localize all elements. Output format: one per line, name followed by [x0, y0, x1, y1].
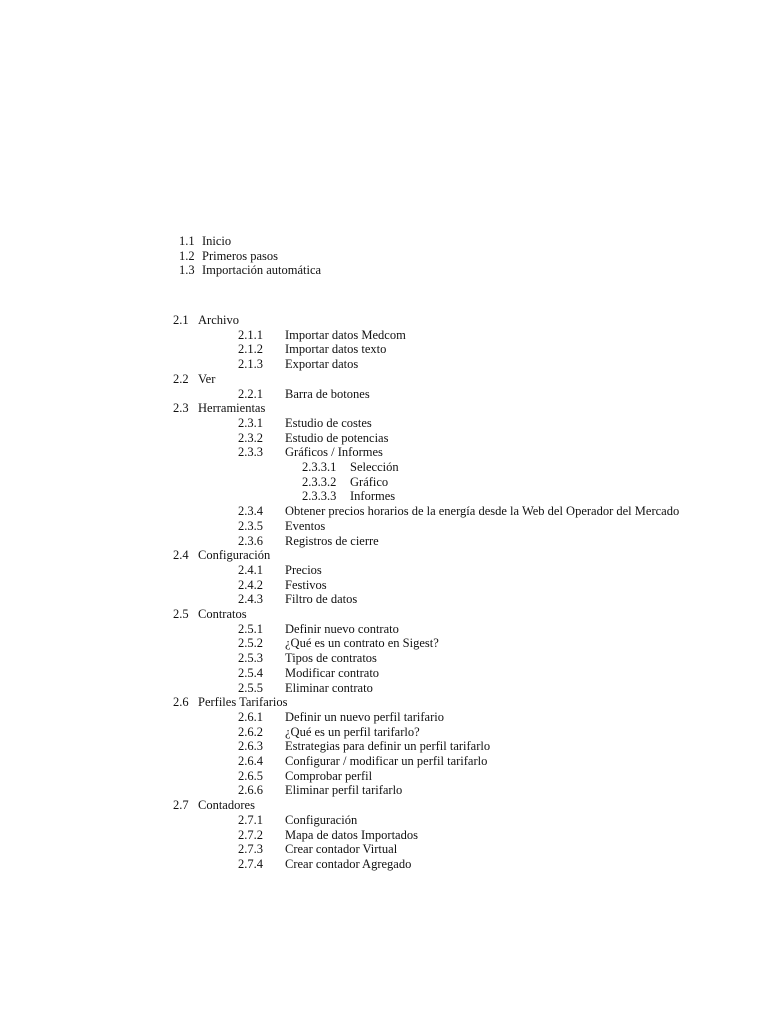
toc-subsection-number: 2.3.3	[238, 445, 263, 460]
toc-intro-entry	[0, 249, 768, 264]
toc-subsection-number: 2.6.3	[238, 739, 263, 754]
toc-subsection-entry	[0, 783, 768, 798]
toc-subsection-entry	[0, 754, 768, 769]
toc-subsection-entry	[0, 342, 768, 357]
toc-subsection-number: 2.1.3	[238, 357, 263, 372]
toc-subsection-entry	[0, 534, 768, 549]
toc-intro-number: 1.3	[179, 263, 195, 278]
toc-subsection-number: 2.7.3	[238, 842, 263, 857]
toc-subsection-number: 2.5.1	[238, 621, 263, 636]
toc-subsubsection-title: Gráfico	[350, 474, 389, 489]
toc-intro-title: Importación automática	[202, 263, 322, 278]
toc-section-title: Perfiles Tarifarios	[198, 695, 288, 710]
toc-subsubsection-title: Selección	[350, 460, 399, 474]
toc-subsection-entry	[0, 445, 768, 460]
toc-subsection-number: 2.3.6	[238, 533, 263, 548]
toc-section-title: Configuración	[198, 548, 271, 563]
toc-section-title: Ver	[198, 371, 216, 386]
toc-subsection-title: Festivos	[285, 577, 327, 592]
toc-subsubsection-number: 2.3.3.3	[302, 489, 337, 504]
toc-subsection-title: Eventos	[285, 518, 326, 533]
toc-subsection-title: Configuración	[285, 812, 358, 827]
toc-intro-title: Inicio	[202, 234, 232, 248]
toc-subsection-entry	[0, 828, 768, 843]
toc-subsection-number: 2.5.3	[238, 651, 263, 666]
toc-subsection-entry	[0, 357, 768, 372]
toc-section-entry	[0, 798, 768, 813]
toc-subsection-number: 2.3.4	[238, 504, 263, 519]
toc-subsection-entry	[0, 725, 768, 740]
toc-subsection-number: 2.7.4	[238, 856, 263, 871]
toc-section-entry	[0, 372, 768, 387]
toc-subsection-title: Mapa de datos Importados	[285, 827, 418, 842]
toc-subsection-number: 2.4.2	[238, 577, 263, 592]
toc-subsubsection-title: Informes	[350, 489, 396, 504]
toc-subsection-number: 2.5.4	[238, 665, 263, 680]
toc-subsection-title: Importar datos texto	[285, 342, 387, 357]
toc-intro-entry	[0, 234, 768, 249]
toc-section-number: 2.3	[173, 401, 189, 416]
toc-intro-title: Primeros pasos	[202, 248, 279, 263]
toc-subsection-title: ¿Qué es un perfil tarifarlo?	[285, 724, 420, 739]
toc-subsection-number: 2.7.1	[238, 812, 263, 827]
toc-section-entry	[0, 401, 768, 416]
toc-subsection-number: 2.1.2	[238, 342, 263, 357]
toc-section-entry	[0, 695, 768, 710]
toc-subsection-title: Precios	[285, 562, 322, 577]
toc-subsection-entry	[0, 739, 768, 754]
toc-subsection-number: 2.3.2	[238, 430, 263, 445]
toc-section-number: 2.5	[173, 607, 189, 621]
toc-subsubsection-number: 2.3.3.2	[302, 474, 337, 489]
toc-section-title: Herramientas	[198, 401, 266, 416]
toc-subsection-entry	[0, 622, 768, 637]
toc-subsection-title: Estudio de costes	[285, 415, 372, 430]
toc-subsection-entry	[0, 519, 768, 534]
toc-subsection-number: 2.3.1	[238, 415, 263, 430]
toc-subsection-number: 2.7.2	[238, 827, 263, 842]
toc-subsection-title: Barra de botones	[285, 386, 370, 401]
toc-subsection-title: Modificar contrato	[285, 665, 380, 680]
toc-subsection-title: Comprobar perfil	[285, 768, 373, 783]
toc-subsection-number: 2.4.3	[238, 592, 263, 607]
toc-subsection-entry	[0, 857, 768, 872]
toc-intro-number: 1.2	[179, 248, 195, 263]
toc-subsection-entry	[0, 563, 768, 578]
toc-section-entry	[0, 313, 768, 328]
toc-subsection-title: Definir nuevo contrato	[285, 621, 399, 636]
toc-subsection-entry	[0, 416, 768, 431]
toc-subsubsection-entry	[0, 475, 768, 490]
toc-subsection-title: Crear contador Virtual	[285, 842, 398, 857]
toc-subsection-number: 2.2.1	[238, 386, 263, 401]
toc-subsection-entry	[0, 710, 768, 725]
toc-section-title: Contadores	[198, 798, 255, 813]
toc-subsection-number: 2.5.5	[238, 680, 263, 695]
toc-section-number: 2.1	[173, 313, 189, 327]
toc-subsubsection-entry	[0, 489, 768, 504]
toc-section-entry	[0, 548, 768, 563]
toc-subsection-title: Estrategias para definir un perfil tarifarlo	[285, 739, 491, 754]
toc-subsubsection-number: 2.3.3.1	[302, 460, 337, 474]
toc-subsection-title: ¿Qué es un contrato en Sigest?	[285, 636, 439, 651]
toc-subsection-entry	[0, 769, 768, 784]
toc-subsection-title: Estudio de potencias	[285, 430, 389, 445]
toc-section-title: Contratos	[198, 607, 247, 621]
toc-subsection-title: Importar datos Medcom	[285, 327, 406, 342]
toc-subsection-entry	[0, 592, 768, 607]
toc-subsection-title: Obtener precios horarios de la energía desde la Web del Operador del Mercado	[285, 504, 680, 519]
toc-subsection-entry	[0, 681, 768, 696]
toc-subsection-entry	[0, 578, 768, 593]
toc-section-number: 2.2	[173, 371, 189, 386]
toc-subsection-number: 2.3.5	[238, 518, 263, 533]
toc-subsection-number: 2.6.6	[238, 783, 263, 798]
toc-subsection-title: Crear contador Agregado	[285, 856, 412, 871]
toc-section-number: 2.4	[173, 548, 189, 563]
toc-subsection-number: 2.6.1	[238, 709, 263, 724]
toc-subsection-entry	[0, 387, 768, 402]
toc-subsection-entry	[0, 431, 768, 446]
toc-subsection-number: 2.6.2	[238, 724, 263, 739]
toc-subsection-title: Eliminar perfil tarifarlo	[285, 783, 403, 798]
toc-subsection-entry	[0, 813, 768, 828]
toc-subsection-entry	[0, 328, 768, 343]
toc-subsubsection-entry	[0, 460, 768, 475]
toc-subsection-number: 2.6.5	[238, 768, 263, 783]
toc-subsection-entry	[0, 842, 768, 857]
toc-subsection-title: Gráficos / Informes	[285, 445, 383, 460]
toc-subsection-entry	[0, 666, 768, 681]
toc-subsection-title: Filtro de datos	[285, 592, 358, 607]
toc-subsection-title: Configurar / modificar un perfil tarifarlo	[285, 754, 488, 768]
toc-section-number: 2.6	[173, 695, 189, 710]
toc-subsection-entry	[0, 651, 768, 666]
toc-section-title: Archivo	[198, 313, 239, 327]
toc-subsection-number: 2.4.1	[238, 562, 263, 577]
toc-subsection-entry	[0, 636, 768, 651]
toc-subsection-title: Eliminar contrato	[285, 680, 373, 695]
toc-subsection-number: 2.6.4	[238, 754, 263, 768]
toc-section-number: 2.7	[173, 798, 189, 813]
toc-subsection-title: Definir un nuevo perfil tarifario	[285, 709, 444, 724]
toc-intro-number: 1.1	[179, 234, 195, 248]
toc-subsection-number: 2.1.1	[238, 327, 263, 342]
toc-section-entry	[0, 607, 768, 622]
toc-subsection-title: Tipos de contratos	[285, 651, 377, 666]
toc-subsection-number: 2.5.2	[238, 636, 263, 651]
toc-subsection-title: Exportar datos	[285, 357, 359, 372]
toc-subsection-title: Registros de cierre	[285, 533, 379, 548]
toc-subsection-entry	[0, 504, 768, 519]
toc-intro-entry	[0, 263, 768, 278]
